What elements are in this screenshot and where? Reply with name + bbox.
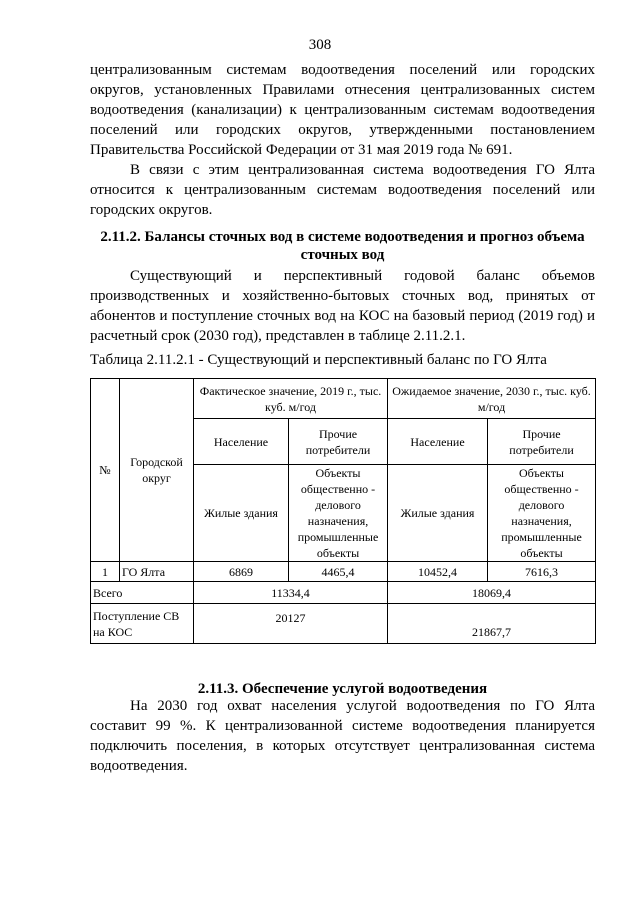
page-number: 308 <box>308 37 332 53</box>
subheader-other-2030: Прочие потребители <box>488 419 596 465</box>
subheader-population-2019: Население <box>194 419 289 465</box>
subheader-population-2030: Население <box>388 419 488 465</box>
cell-total-label: Всего <box>91 582 194 604</box>
cell-inflow-2019: 20127 <box>194 604 388 644</box>
subheader-residential-2030: Жилые здания <box>388 465 488 562</box>
balance-table <box>90 378 596 644</box>
col-header-2019: Фактическое значение, 2019 г., тыс. куб. м/год <box>194 379 388 419</box>
subheader-objects-2030: Объекты общественно - делового назначения, промышленные объекты <box>488 465 596 562</box>
subheader-residential-2019: Жилые здания <box>194 465 289 562</box>
cell-2019-other: 4465,4 <box>289 562 388 582</box>
cell-total-2030: 18069,4 <box>388 582 596 604</box>
table-caption: Таблица 2.11.2.1 - Существующий и перспективный баланс по ГО Ялта <box>90 352 547 368</box>
subheader-objects-2019: Объекты общественно - делового назначения, промышленные объекты <box>289 465 388 562</box>
col-header-number: № <box>91 379 120 562</box>
cell-2019-population: 6869 <box>194 562 289 582</box>
cell-inflow-label: Поступление СВ на КОС <box>91 604 194 644</box>
cell-2030-other: 7616,3 <box>488 562 596 582</box>
paragraph-coverage: На 2030 год охват населения услугой водоотведения по ГО Ялта составит 99 %. К централизованной системе водоотведения планируется подключить поселения, в которых отсутствует централизованная система водоотведения. <box>90 698 595 774</box>
cell-inflow-2030: 21867,7 <box>388 604 596 644</box>
paragraph-balance-description: Существующий и перспективный годовой баланс объемов производственных и хозяйственно-бытовых сточных вод, принятых от абонентов и поступление сточных вод на КОС на базовый период (2019 год) и расчетный срок (2030 год), представлен в таблице 2.11.2.1. <box>90 268 595 344</box>
cell-2030-population: 10452,4 <box>388 562 488 582</box>
cell-total-2019: 11334,4 <box>194 582 388 604</box>
col-header-district: Городской округ <box>120 379 194 562</box>
cell-district-name: ГО Ялта <box>120 562 194 582</box>
table-row-total <box>91 582 596 604</box>
table-row-inflow <box>91 604 596 644</box>
paragraph-intro-continuation: централизованным системам водоотведения поселений или городских округов, установленных Правилами отнесения централизованных систем водоотведения (канализации) к централизованным системам водоотведения поселений или городских округов, утвержденными постановлением Правительства Российской Федерации от 31 мая 2019 года № 691. <box>90 62 595 158</box>
subheader-other-2019: Прочие потребители <box>289 419 388 465</box>
cell-row-number: 1 <box>91 562 120 582</box>
col-header-2030: Ожидаемое значение, 2030 г., тыс. куб. м/год <box>388 379 596 419</box>
paragraph-yalta-system: В связи с этим централизованная система водоотведения ГО Ялта относится к централизованным системам водоотведения поселений или городских округов. <box>90 162 595 218</box>
table-row <box>91 562 596 582</box>
section-heading-2-11-3: 2.11.3. Обеспечение услугой водоотведения <box>197 681 488 697</box>
section-heading-2-11-2: 2.11.2. Балансы сточных вод в системе водоотведения и прогноз объема сточных вод <box>100 229 585 263</box>
